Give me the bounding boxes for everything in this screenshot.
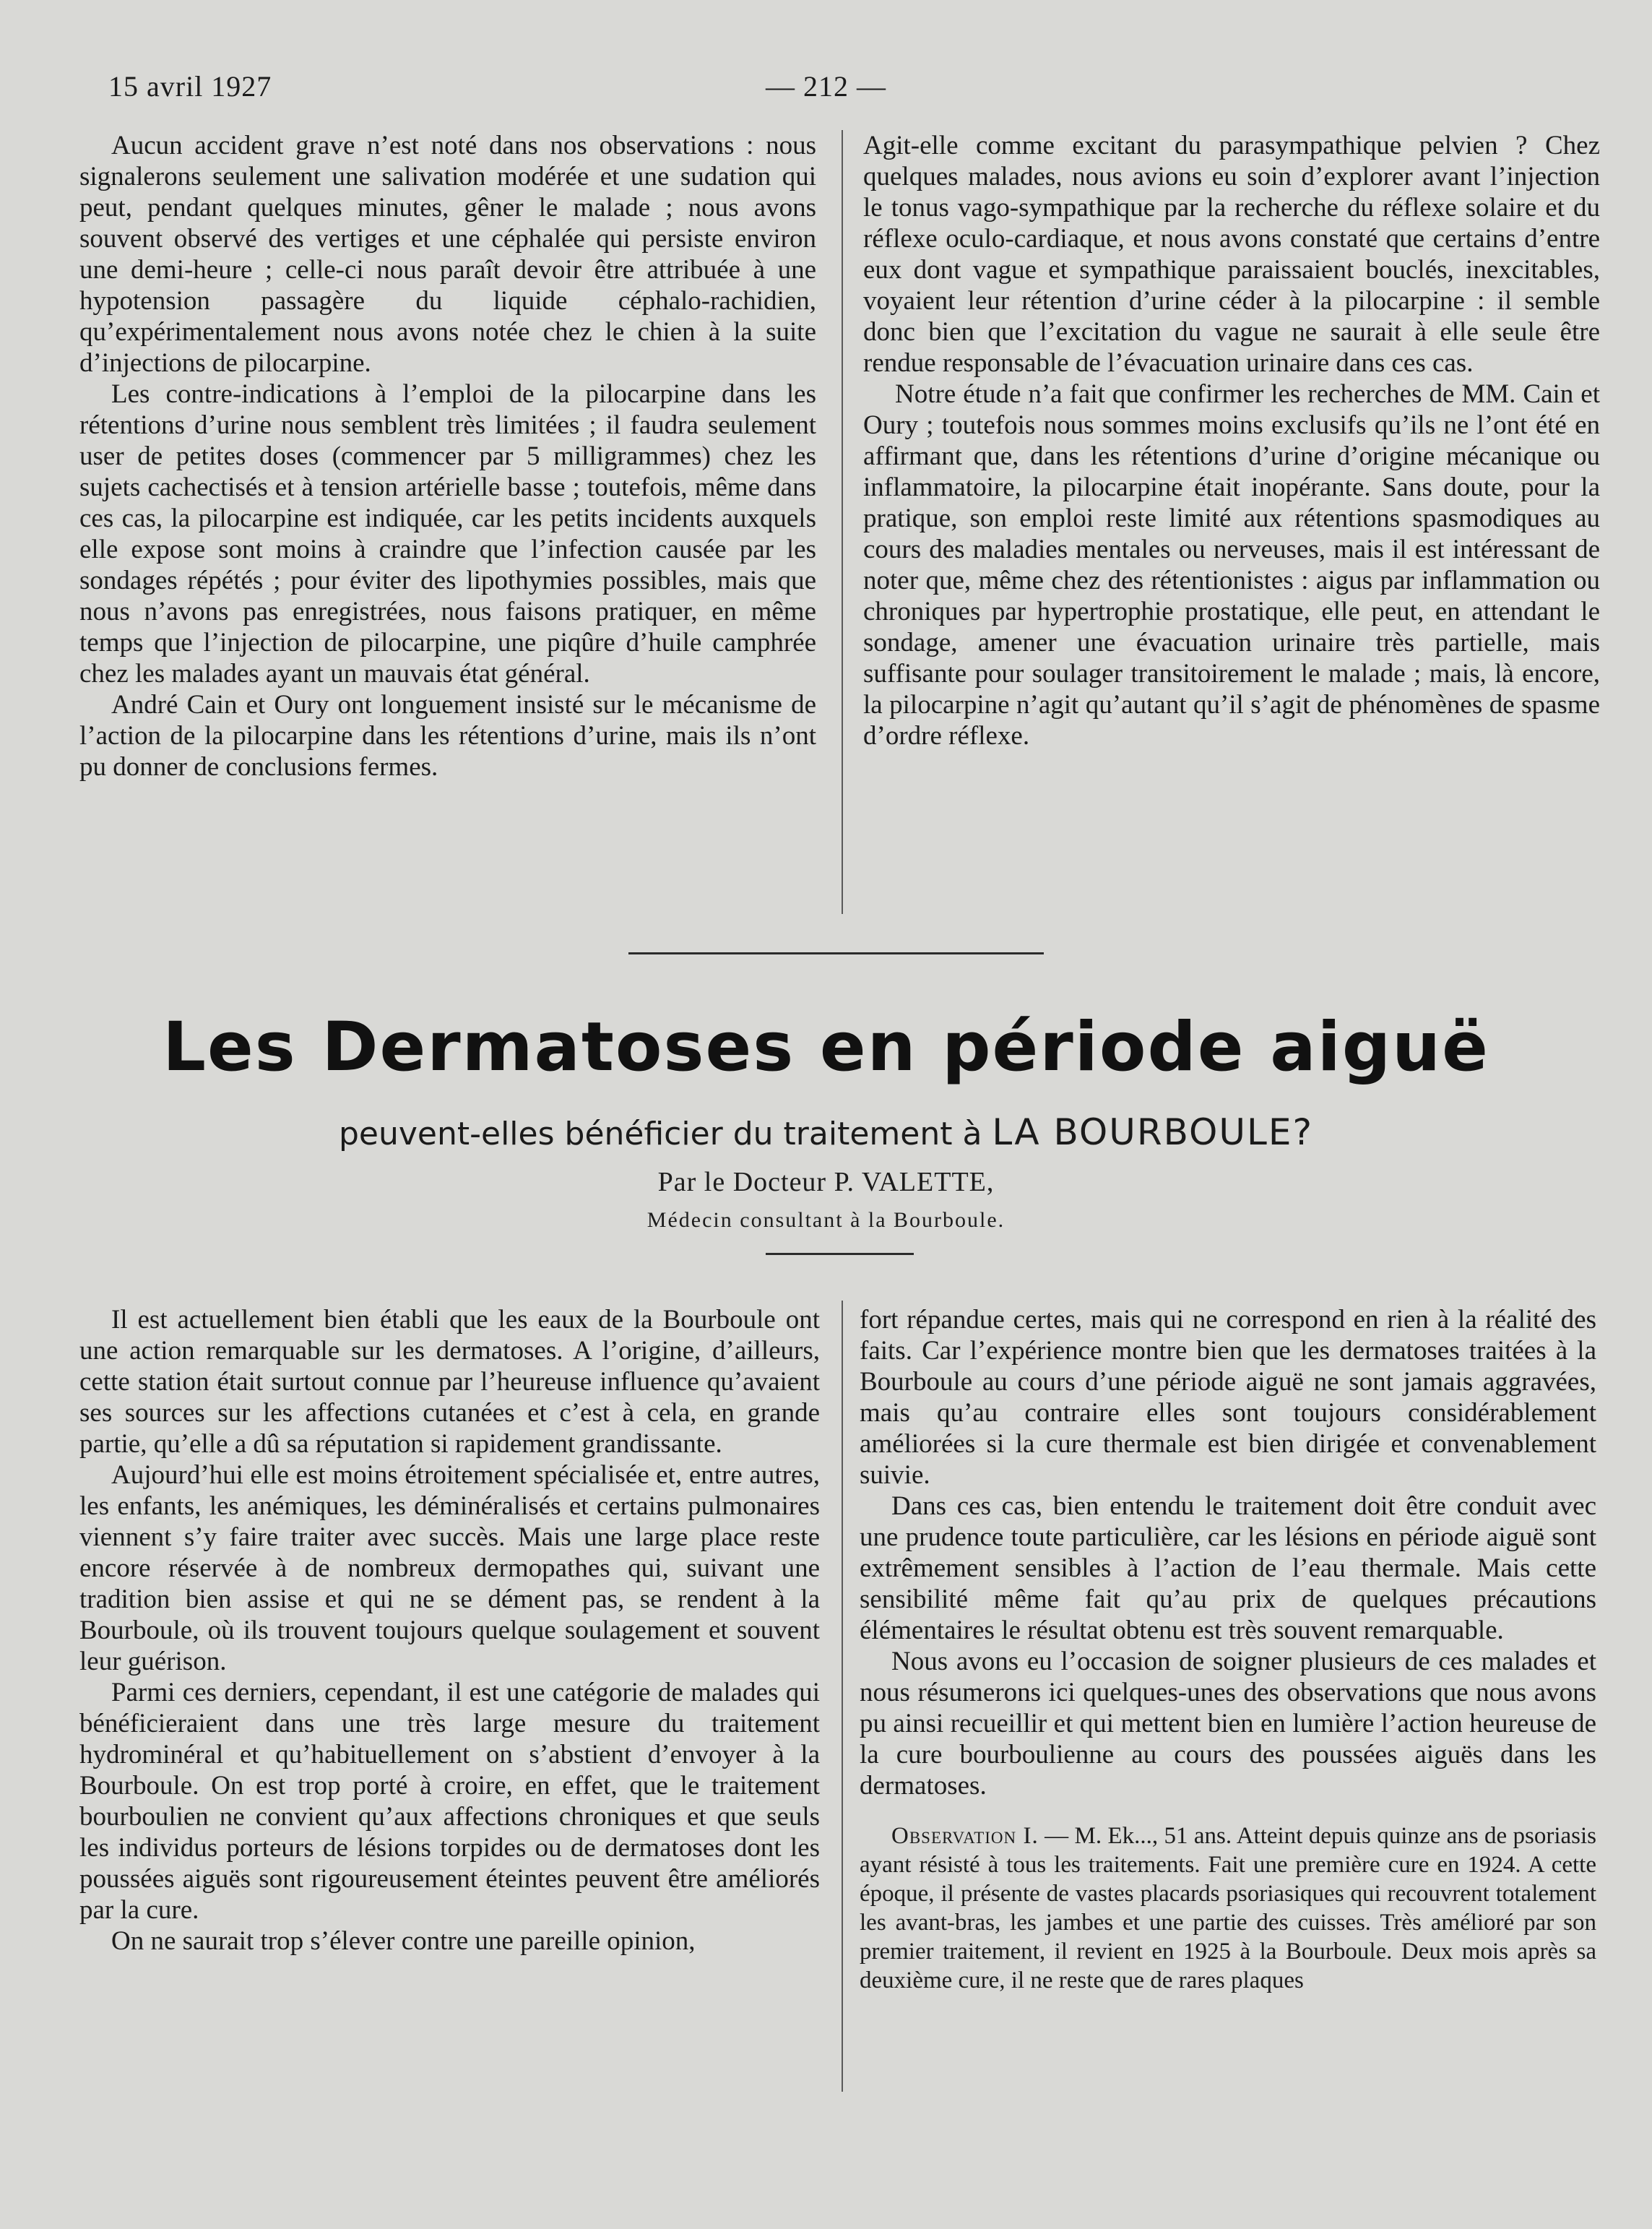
issue-date: 15 avril 1927 <box>108 70 272 103</box>
paragraph: On ne saurait trop s’élever contre une pareille opinion, <box>111 1926 696 1956</box>
paragraph: Notre étude n’a fait que confirmer les recherches de MM. Cain et Oury ; toutefois nous sommes moins exclusifs qu’ils ne l’ont été en affirmant que, dans les rétentions d’urine d’origine mécanique ou inflammatoire, la pilocarpine était inopérante. Sans doute, pour la pratique, son emploi reste limité aux rétentions spasmodiques au cours des maladies mentales ou nerveuses, mais il est intéressant de noter que, même chez des rétentionistes : aigus par inflammation ou chroniques par hypertrophie prostatique, elle peut, en attendant le sondage, amener une évacuation urinaire très partielle, mais suffisante pour soulager transitoirement le malade ; mais, là encore, la pilocarpine n’agit qu’autant qu’il s’agit de phénomènes de spasme d’ordre réflexe. <box>863 379 1600 751</box>
column-divider <box>842 130 843 914</box>
author-affiliation: Médecin consultant à la Bourboule. <box>646 1208 1006 1232</box>
paragraph: Agit-elle comme excitant du parasympathique pelvien ? Chez quelques malades, nous avions eu soin d’explorer avant l’injection le tonus vago-sympathique par la recherche du réflexe solaire et du réflexe oculo-cardiaque, et nous avons constaté que certains d’entre eux dont vague et sympathique paraissaient bouclés, inexcitables, voyaient leur rétention d’urine céder à la pilocarpine : il semble donc bien que l’excitation du vague ne saurait à elle seule être rendue responsable de l’évacuation urinaire dans ces cas. <box>863 131 1600 378</box>
paragraph: Nous avons eu l’occasion de soigner plusieurs de ces malades et nous résumerons ici quelques-unes des observations que nous avons pu ainsi recueillir et qui mettent bien en lumière l’action heureuse de la cure bourboulienne au cours des poussées aiguës dans les dermatoses. <box>860 1647 1596 1801</box>
top-left-column <box>79 130 816 782</box>
article-right-column <box>860 1304 1596 1995</box>
heading-rule <box>766 1253 914 1255</box>
subtitle-lead: peuvent-elles bénéficier du traitement à <box>339 1116 993 1152</box>
subtitle-location: LA BOURBOULE? <box>992 1111 1313 1153</box>
column-divider <box>842 1301 843 2092</box>
paragraph: Aujourd’hui elle est moins étroitement spécialisée et, entre autres, les enfants, les anémiques, les déminéralisés et certains pulmonaires viennent s’y faire traiter avec succès. Mais une large place reste encore réservée à de nombreux dermopathes qui, suivant une tradition bien assise et qui ne se dément pas, se rendent à la Bourboule, où ils trouvent toujours quelque soulagement et souvent leur guérison. <box>79 1460 820 1676</box>
paragraph: Parmi ces derniers, cependant, il est une catégorie de malades qui bénéficieraient dans une très large mesure du traitement hydrominéral et qu’habituellement on s’abstient d’envoyer à la Bourboule. On est trop porté à croire, en effet, que le traitement bourboulien ne convient qu’aux affections chroniques et que seuls les individus porteurs de lésions torpides ou de dermatoses dont les poussées aiguës sont rigoureusement éteintes peuvent être améliorés par la cure. <box>79 1678 820 1925</box>
paragraph: Il est actuellement bien établi que les eaux de la Bourboule ont une action remarquable sur les dermatoses. A l’origine, d’ailleurs, cette station était surtout connue par l’heureuse influence qu’avaient ses sources sur les affections cutanées et c’est à cela, en grande partie, qu’elle a dû sa réputation si rapidement grandissante. <box>79 1305 820 1459</box>
observation-paragraph <box>860 1821 1596 1995</box>
page-number: — 212 — <box>766 70 886 103</box>
paragraph: Aucun accident grave n’est noté dans nos observations : nous signalerons seulement une salivation modérée et une sudation qui peut, pendant quelques minutes, gêner le malade ; nous avons souvent observé des vertiges et une céphalée qui persiste environ une demi-heure ; celle-ci nous paraît devoir être attribuée à une hypotension passagère du liquide céphalo-rachidien, qu’expérimentalement nous avons notée chez le chien à la suite d’injections de pilocarpine. <box>79 131 816 378</box>
observation-label: Observation I. <box>891 1823 1039 1849</box>
running-head <box>108 69 1589 113</box>
article-title: Les Dermatoses en période aiguë <box>163 1008 1489 1087</box>
paragraph: André Cain et Oury ont longuement insisté sur le mécanisme de l’action de la pilocarpine dans les rétentions d’urine, mais ils n’ont pu donner de conclusions fermes. <box>79 690 816 782</box>
paragraph: Les contre-indications à l’emploi de la pilocarpine dans les rétentions d’urine nous semblent très limitées ; il faudra seulement user de petites doses (commencer par 5 milligrammes) chez les sujets cachectisés et à tension artérielle basse ; toutefois, même dans ces cas, la pilocarpine est indiquée, car les petits incidents auxquels elle expose sont moins à craindre que l’infection causée par les sondages répétés ; pour éviter des lipothymies possibles, mais que nous n’avons pas enregistrées, nous faisons pratiquer, en même temps que l’injection de pilocarpine, une piqûre d’huile camphrée chez les malades ayant un mauvais état général. <box>79 379 816 689</box>
top-right-column <box>863 130 1600 751</box>
observation-text: — M. Ek..., 51 ans. Atteint depuis quinze ans de psoriasis ayant résisté à tous les traitements. Fait une première cure en 1924. A cette époque, il présente de vastes placards psoriasiques qui recouvrent totalement les avant-bras, les jambes et une partie des cuisses. Très amélioré par son premier traitement, il revient en 1925 à la Bourboule. Deux mois après sa deuxième cure, il ne reste que de rares plaques <box>860 1823 1596 1993</box>
author-byline: Par le Docteur P. VALETTE, <box>657 1167 995 1197</box>
article-subtitle <box>72 1111 1580 1153</box>
paragraph: fort répandue certes, mais qui ne correspond en rien à la réalité des faits. Car l’expérience montre bien que les dermatoses traitées à la Bourboule au cours d’une période aiguë ne sont jamais aggravées, mais qu’au contraire elles sont toujours considérablement améliorées si la cure thermale est bien dirigée et convenablement suivie. <box>860 1305 1596 1490</box>
section-rule <box>628 952 1044 954</box>
paragraph: Dans ces cas, bien entendu le traitement doit être conduit avec une prudence toute particulière, car les lésions en période aiguë sont extrêmement sensibles à l’action de l’eau thermale. Mais cette sensibilité même fait qu’au prix de quelques précautions élémentaires le résultat obtenu est très souvent remarquable. <box>860 1491 1596 1645</box>
article-left-column <box>79 1304 820 1957</box>
